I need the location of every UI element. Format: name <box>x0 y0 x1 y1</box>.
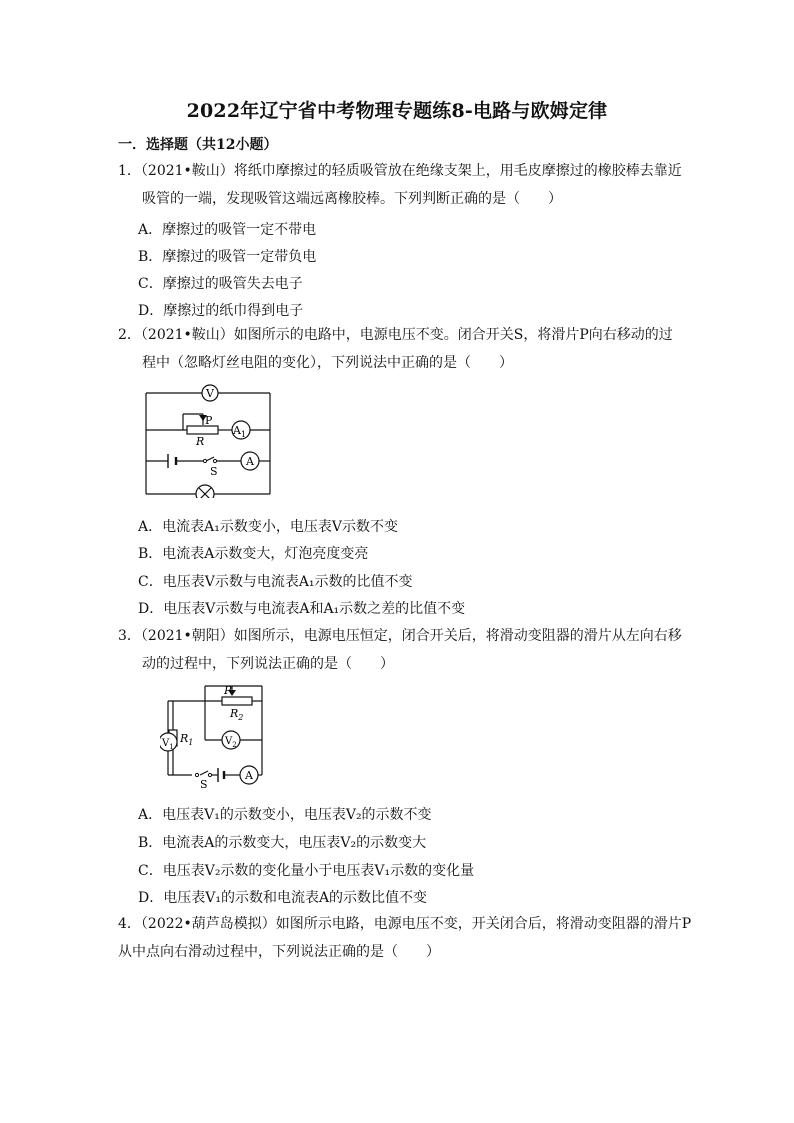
question-line: 1．（2021•鞍山）将纸巾摩擦过的轻质吸管放在绝缘支架上，用毛皮摩擦过的橡胶棒去靠近 <box>118 163 682 179</box>
question-2-option-d: D．电压表V示数与电流表A和A₁示数之差的比值不变 <box>138 601 466 617</box>
question-3-option-c: C．电压表V₂示数的变化量小于电压表V₁示数的变化量 <box>138 863 475 879</box>
question-3-option-a: A．电压表V₁的示数变小，电压表V₂的示数不变 <box>138 807 432 823</box>
question-2-option-a: A．电流表A₁示数变小，电压表V示数不变 <box>138 519 398 535</box>
question-1-option-a: A．摩擦过的吸管一定不带电 <box>138 222 317 238</box>
v2-label: $V_2$ <box>225 736 237 749</box>
question-1-option-c: C．摩擦过的吸管失去电子 <box>138 276 303 292</box>
slider-label: P <box>205 414 213 427</box>
ammeter-a1-label: $A_1$ <box>233 424 247 439</box>
question-2-stem <box>118 321 678 377</box>
question-2-option-b: B．电流表A示数变大，灯泡亮度变亮 <box>138 546 369 562</box>
question-1-stem <box>118 157 682 213</box>
slider-label: P <box>224 684 232 697</box>
question-3-option-d: D．电压表V₁的示数和电流表A的示数比值不变 <box>138 890 428 906</box>
question-3-stem <box>118 622 682 678</box>
question-2-option-c: C．电压表V示数与电流表A₁示数的比值不变 <box>138 574 413 590</box>
question-line: 从中点向右滑动过程中，下列说法正确的是（ ） <box>118 944 440 960</box>
question-line: 2．（2021•鞍山）如图所示的电路中，电源电压不变。闭合开关S，将滑片P向右移动的过 <box>118 327 673 343</box>
resistor-label: R <box>196 435 205 448</box>
question-line: 吸管的一端，发现吸管这端远离橡胶棒。下列判断正确的是（ ） <box>142 191 562 207</box>
ammeter-label: A <box>245 769 253 782</box>
voltmeter-label: V <box>206 387 214 400</box>
document-title: 2022年辽宁省中考物理专题练8-电路与欧姆定律 <box>186 100 608 122</box>
question-1-option-d: D．摩擦过的纸巾得到电子 <box>138 303 304 319</box>
switch-contact <box>213 459 216 462</box>
ammeter-a-label: A <box>246 455 254 468</box>
switch-contact <box>208 773 211 776</box>
r1-label: $R_1$ <box>180 732 194 747</box>
question-line: 4．（2022•葫芦岛模拟）如图所示电路，电源电压不变，开关闭合后，将滑动变阻器的滑片P <box>118 916 692 932</box>
lamp-icon <box>196 485 214 498</box>
switch-label: S <box>200 778 208 790</box>
question-line: 动的过程中，下列说法正确的是（ ） <box>142 656 394 672</box>
switch-contact <box>203 459 206 462</box>
question-line: 程中（忽略灯丝电阻的变化），下列说法中正确的是（ ） <box>142 355 513 371</box>
rheostat-r <box>187 426 218 434</box>
switch-contact <box>195 773 198 776</box>
question-line: 3．（2021•朝阳）如图所示，电源电压恒定，闭合开关后，将滑动变阻器的滑片从左向右移 <box>118 628 682 644</box>
question-4-stem <box>118 910 692 966</box>
switch-label: S <box>210 465 218 478</box>
circuit-diagram-q2 <box>138 380 278 498</box>
circuit-diagram-q3 <box>160 680 270 790</box>
question-1-option-b: B．摩擦过的吸管一定带负电 <box>138 249 317 265</box>
r2-label: $R_2$ <box>230 707 244 722</box>
question-3-option-b: B．电流表A的示数变大，电压表V₂的示数变大 <box>138 835 427 851</box>
rheostat-r2 <box>222 697 252 705</box>
v1-label: $V_1$ <box>162 738 174 751</box>
section-heading: 一．选择题（共12小题） <box>118 137 278 153</box>
